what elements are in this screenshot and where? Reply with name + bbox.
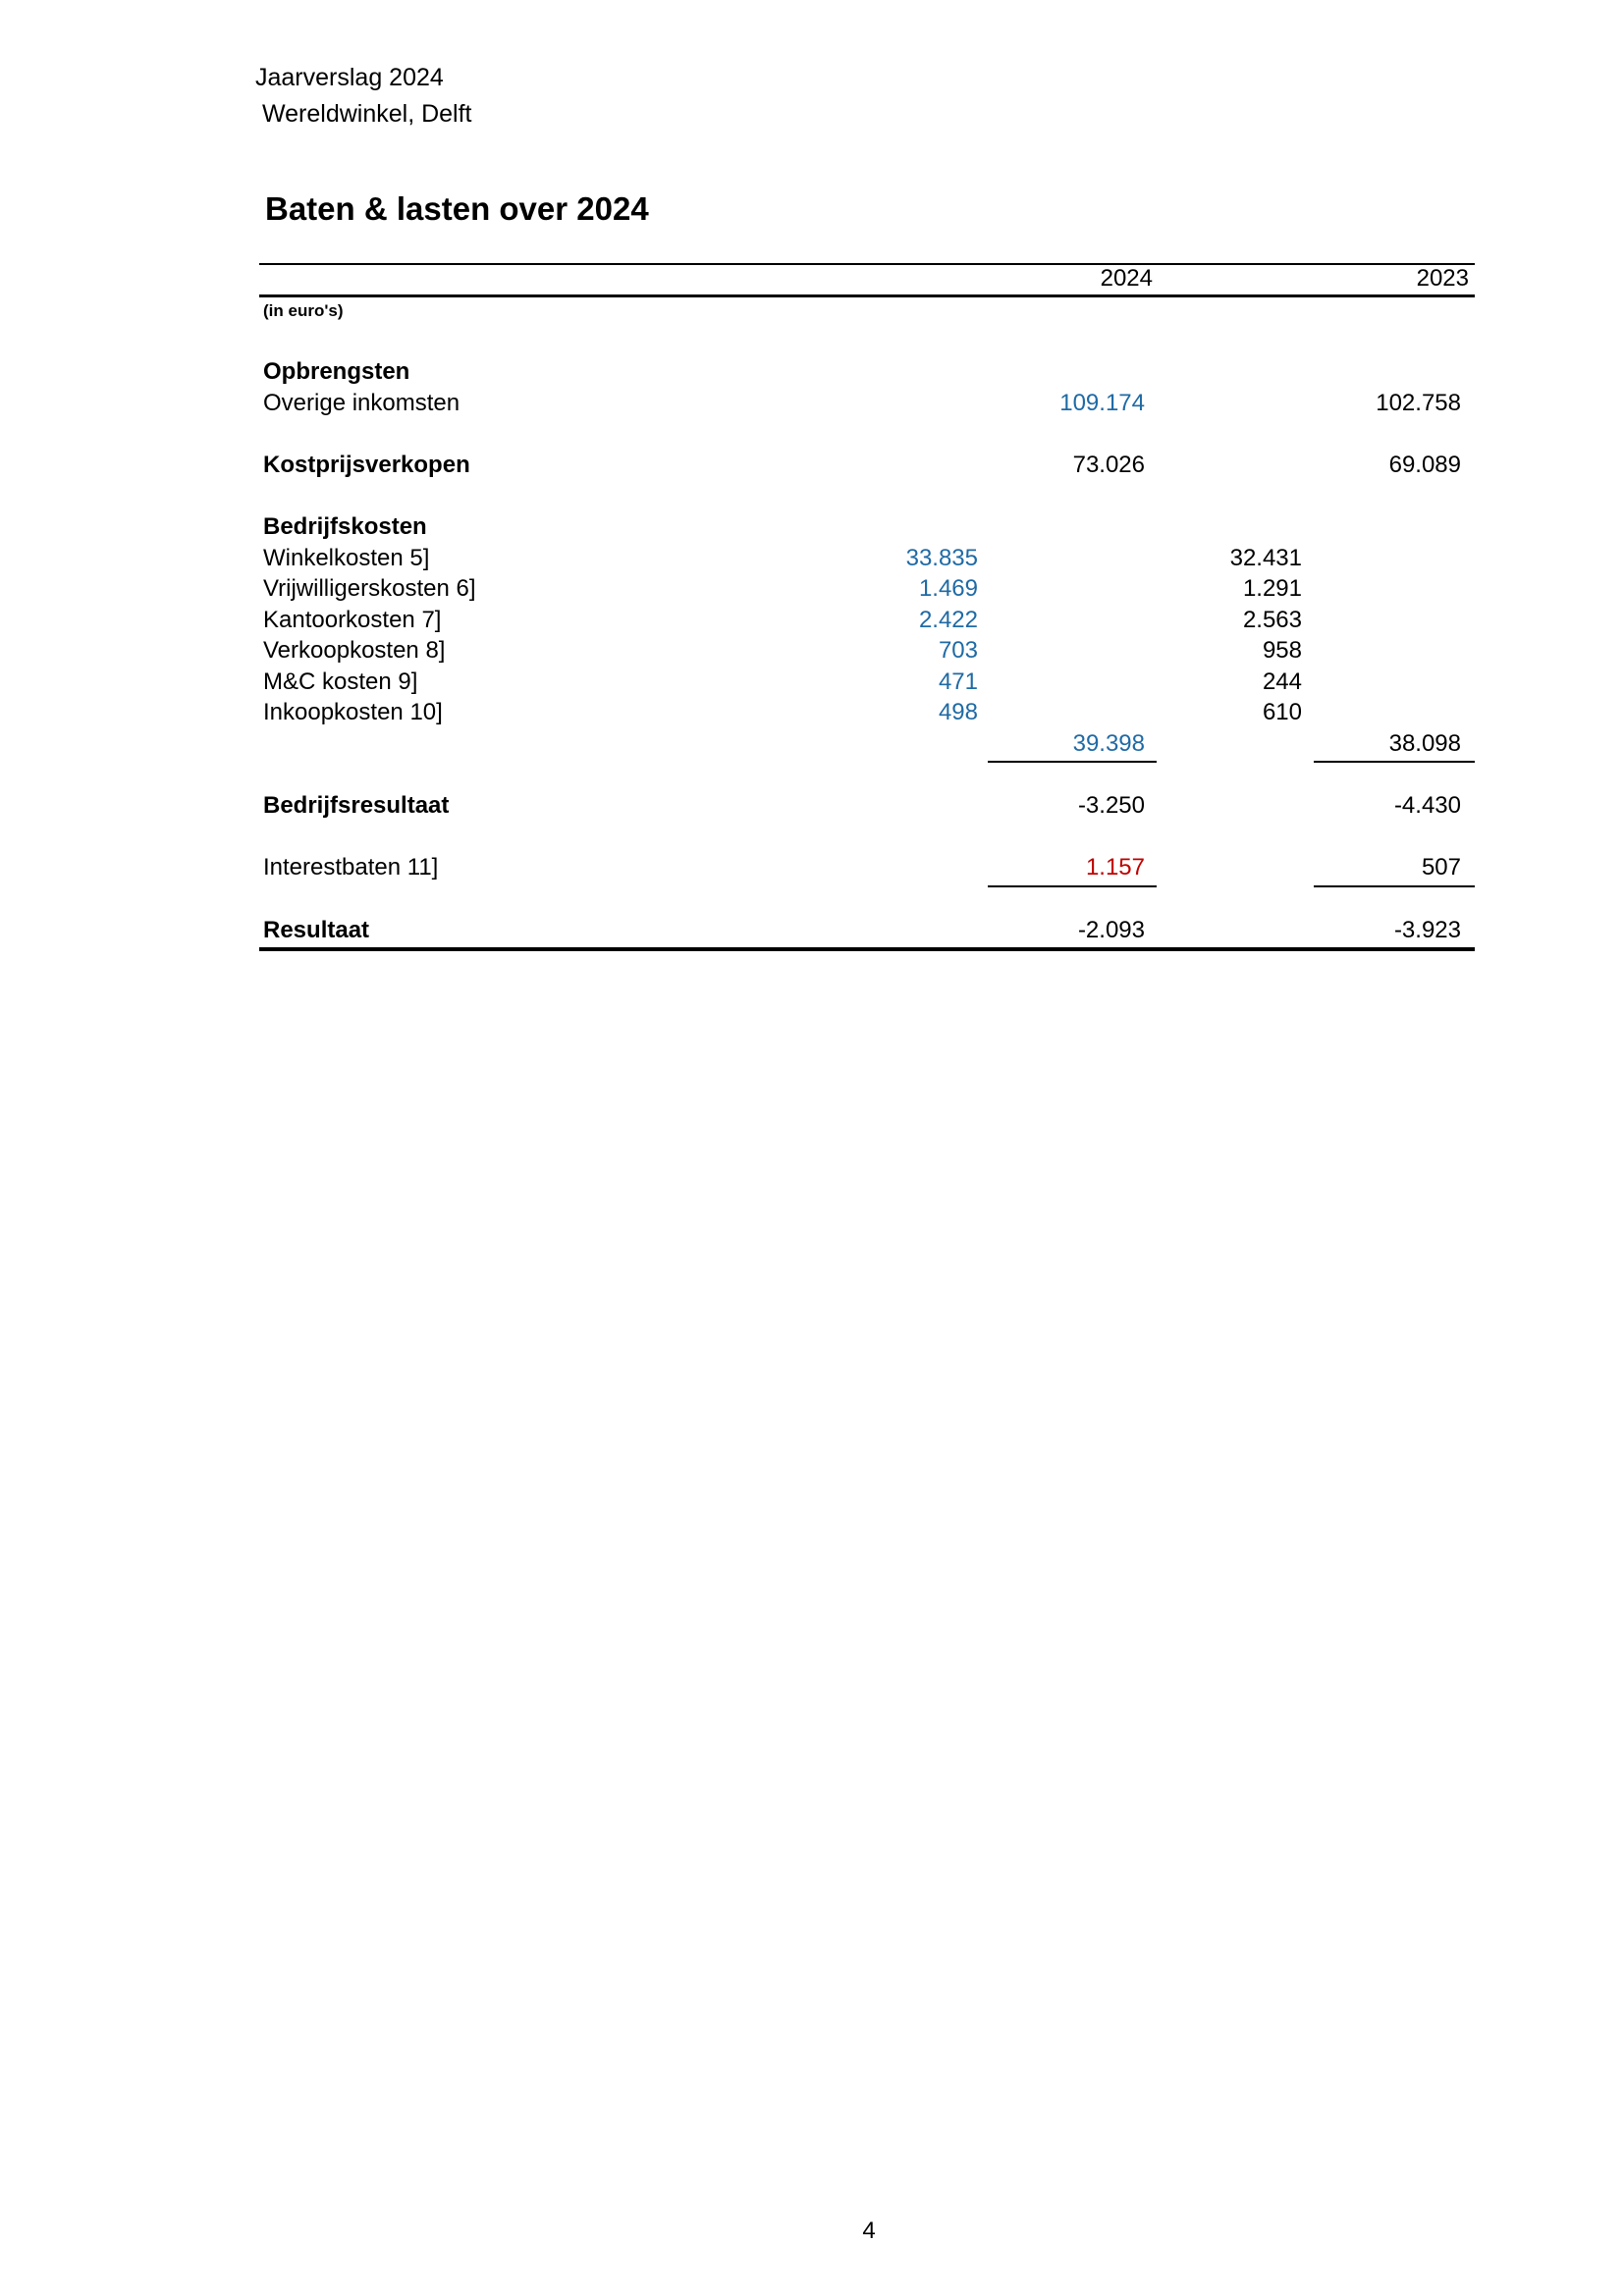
kostprijsverkopen-2024: 73.026 [1072, 452, 1145, 478]
kantoorkosten-label: Kantoorkosten 7] [263, 607, 442, 633]
vrijwilligerskosten-2023: 1.291 [1242, 575, 1302, 602]
kantoorkosten-2024: 2.422 [918, 607, 978, 633]
opbrengsten-heading: Opbrengsten [263, 358, 410, 385]
organization-name: Wereldwinkel, Delft [262, 100, 472, 128]
bedrijfskosten-total-2024: 39.398 [1072, 730, 1145, 757]
bedrijfskosten-heading: Bedrijfskosten [263, 513, 427, 540]
inkoopkosten-2024: 498 [938, 699, 978, 725]
verkoopkosten-2023: 958 [1262, 637, 1302, 664]
verkoopkosten-2024: 703 [938, 637, 978, 664]
winkelkosten-label: Winkelkosten 5] [263, 545, 430, 571]
vrijwilligerskosten-label: Vrijwilligerskosten 6] [263, 575, 476, 602]
interest-rule-2024 [988, 885, 1157, 887]
vrijwilligerskosten-2024: 1.469 [918, 575, 978, 602]
kostprijsverkopen-2023: 69.089 [1388, 452, 1461, 478]
mc-kosten-2023: 244 [1262, 668, 1302, 695]
inkoopkosten-label: Inkoopkosten 10] [263, 699, 443, 725]
table-bottom-rule [259, 947, 1475, 951]
mc-kosten-2024: 471 [938, 668, 978, 695]
column-header-2023: 2023 [1416, 265, 1469, 292]
overige-inkomsten-2023: 102.758 [1376, 390, 1461, 416]
interest-rule-2023 [1314, 885, 1475, 887]
winkelkosten-2024: 33.835 [905, 545, 978, 571]
inkoopkosten-2023: 610 [1262, 699, 1302, 725]
bedrijfskosten-total-2023: 38.098 [1388, 730, 1461, 757]
verkoopkosten-label: Verkoopkosten 8] [263, 637, 446, 664]
mc-kosten-label: M&C kosten 9] [263, 668, 418, 695]
overige-inkomsten-2024: 109.174 [1059, 390, 1145, 416]
report-title: Jaarverslag 2024 [255, 64, 444, 91]
resultaat-2023: -3.923 [1393, 917, 1461, 943]
winkelkosten-2023: 32.431 [1229, 545, 1302, 571]
resultaat-label: Resultaat [263, 917, 370, 943]
interestbaten-2024: 1.157 [1085, 854, 1145, 881]
unit-label: (in euro's) [263, 301, 344, 320]
subtotal-rule-2023 [1314, 761, 1475, 763]
bedrijfsresultaat-2023: -4.430 [1393, 792, 1461, 819]
interestbaten-label: Interestbaten 11] [263, 854, 439, 881]
table-header-rule [259, 294, 1475, 297]
table-top-rule [259, 263, 1475, 265]
section-title: Baten & lasten over 2024 [265, 190, 649, 227]
kostprijsverkopen-label: Kostprijsverkopen [263, 452, 470, 478]
overige-inkomsten-label: Overige inkomsten [263, 390, 460, 416]
column-header-2024: 2024 [1100, 265, 1153, 292]
interestbaten-2023: 507 [1421, 854, 1461, 881]
kantoorkosten-2023: 2.563 [1242, 607, 1302, 633]
page-number: 4 [862, 2217, 876, 2244]
bedrijfsresultaat-label: Bedrijfsresultaat [263, 792, 450, 819]
subtotal-rule-2024 [988, 761, 1157, 763]
bedrijfsresultaat-2024: -3.250 [1077, 792, 1145, 819]
resultaat-2024: -2.093 [1077, 917, 1145, 943]
